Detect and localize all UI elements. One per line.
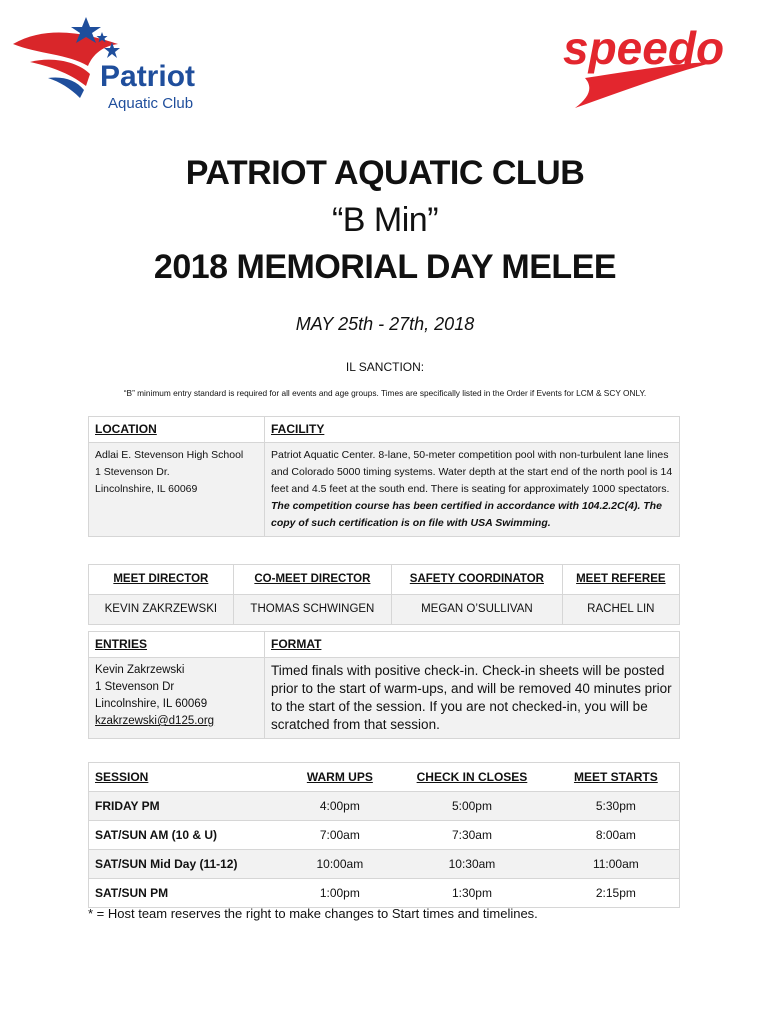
session-header: SESSION bbox=[89, 763, 289, 792]
co-meet-director-header: CO-MEET DIRECTOR bbox=[233, 565, 391, 595]
safety-coordinator-header: SAFETY COORDINATOR bbox=[392, 565, 563, 595]
meet-director-header: MEET DIRECTOR bbox=[89, 565, 234, 595]
table-row bbox=[89, 879, 680, 908]
table-row bbox=[89, 850, 680, 879]
start-time: 8:00am bbox=[553, 821, 680, 850]
meet-staff-table bbox=[88, 564, 680, 625]
svg-text:speedo: speedo bbox=[563, 22, 725, 74]
warm-ups-time: 1:00pm bbox=[289, 879, 392, 908]
warm-ups-time: 10:00am bbox=[289, 850, 392, 879]
co-meet-director-name: THOMAS SCHWINGEN bbox=[233, 595, 391, 625]
warm-ups-time: 7:00am bbox=[289, 821, 392, 850]
meet-starts-header: MEET STARTS bbox=[553, 763, 680, 792]
session-name: SAT/SUN AM (10 & U) bbox=[89, 821, 289, 850]
meet-referee-name: RACHEL LIN bbox=[562, 595, 679, 625]
facility-text: Patriot Aquatic Center. 8-lane, 50-meter competition pool with non-turbulent lane lines and Colorado 5000 timing systems. Water depth at the start end of the north pool is 14 feet and 4.5 feet at the south end. There is seating for approximately 1000 spectators. bbox=[271, 449, 673, 495]
entries-header: ENTRIES bbox=[89, 632, 265, 658]
session-name: FRIDAY PM bbox=[89, 792, 289, 821]
entries-contact bbox=[89, 658, 265, 739]
check-in-time: 10:30am bbox=[391, 850, 553, 879]
check-in-time: 7:30am bbox=[391, 821, 553, 850]
facility-description bbox=[265, 443, 680, 537]
facility-certification: The competition course has been certified in accordance with 104.2.2C(4). The copy of such certification is on file with USA Swimming. bbox=[271, 500, 662, 529]
club-title: PATRIOT AQUATIC CLUB bbox=[185, 154, 585, 192]
warm-ups-header: WARM UPS bbox=[289, 763, 392, 792]
entries-line: Lincolnshire, IL 60069 bbox=[95, 698, 208, 710]
check-in-time: 1:30pm bbox=[391, 879, 553, 908]
speedo-boomerang-icon bbox=[545, 12, 745, 112]
location-header: LOCATION bbox=[89, 417, 265, 443]
table-row bbox=[89, 821, 680, 850]
meet-dates: MAY 25th - 27th, 2018 bbox=[295, 314, 475, 334]
entry-standard-note: “B” minimum entry standard is required for all events and age groups. Times are specifically listed in the Order if Events for LCM & SCY ONLY. bbox=[123, 388, 647, 398]
meet-standard-title: “B Min” bbox=[331, 201, 439, 239]
title-block bbox=[0, 150, 770, 291]
session-schedule-table bbox=[88, 762, 680, 908]
format-description: Timed finals with positive check-in. Check-in sheets will be posted prior to the start of warm-ups, and will be removed 40 minutes prior to the start of the session. If you are not checked-in, you will be scratched from that session. bbox=[265, 658, 680, 739]
entries-line: Kevin Zakrzewski bbox=[95, 664, 185, 676]
patriot-aquatic-club-logo bbox=[8, 14, 218, 114]
start-time: 11:00am bbox=[553, 850, 680, 879]
start-time: 5:30pm bbox=[553, 792, 680, 821]
facility-header: FACILITY bbox=[265, 417, 680, 443]
entries-line: 1 Stevenson Dr bbox=[95, 681, 175, 693]
patriot-wordmark: Patriot bbox=[100, 60, 196, 93]
location-line: Lincolnshire, IL 60069 bbox=[95, 483, 198, 495]
entries-format-table bbox=[88, 631, 680, 739]
speedo-logo bbox=[545, 12, 745, 112]
location-address bbox=[89, 443, 265, 537]
check-in-time: 5:00pm bbox=[391, 792, 553, 821]
sanction-label: IL SANCTION: bbox=[345, 360, 425, 374]
meet-referee-header: MEET REFEREE bbox=[562, 565, 679, 595]
session-name: SAT/SUN Mid Day (11-12) bbox=[89, 850, 289, 879]
start-time: 2:15pm bbox=[553, 879, 680, 908]
location-line: 1 Stevenson Dr. bbox=[95, 466, 170, 478]
entries-email-link[interactable]: kzakrzewski@d125.org bbox=[95, 715, 215, 727]
format-header: FORMAT bbox=[265, 632, 680, 658]
location-facility-table bbox=[88, 416, 680, 537]
aquatic-club-wordmark: Aquatic Club bbox=[108, 95, 194, 112]
warm-ups-time: 4:00pm bbox=[289, 792, 392, 821]
meet-name-title: 2018 MEMORIAL DAY MELEE bbox=[153, 248, 617, 286]
safety-coordinator-name: MEGAN O’SULLIVAN bbox=[392, 595, 563, 625]
check-in-closes-header: CHECK IN CLOSES bbox=[391, 763, 553, 792]
location-line: Adlai E. Stevenson High School bbox=[95, 449, 244, 461]
table-row bbox=[89, 792, 680, 821]
session-name: SAT/SUN PM bbox=[89, 879, 289, 908]
meet-director-name: KEVIN ZAKRZEWSKI bbox=[89, 595, 234, 625]
footnote: * = Host team reserves the right to make changes to Start times and timelines. bbox=[88, 906, 538, 921]
